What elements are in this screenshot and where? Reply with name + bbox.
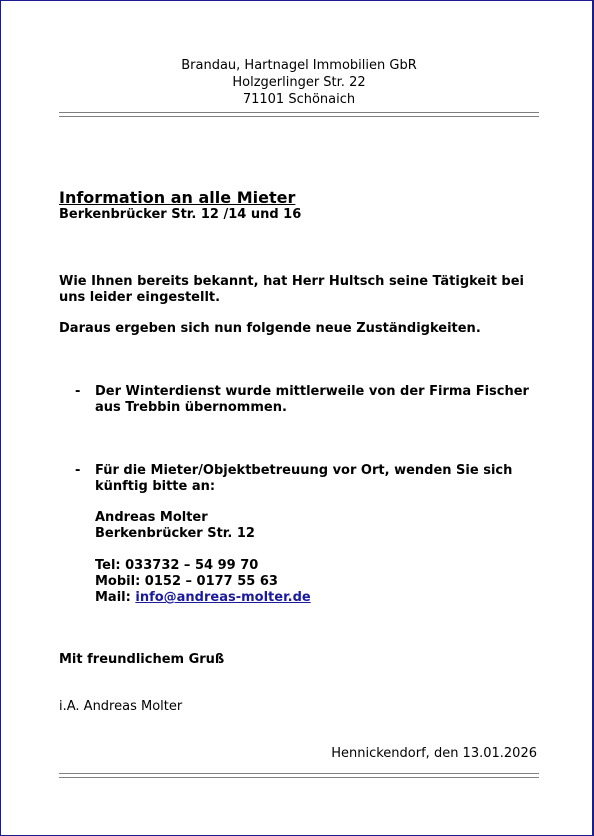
email-link[interactable]: info@andreas-molter.de [135,590,311,605]
contact-address [95,510,255,542]
bullet-item-objektbetreuung: Für die Mieter/Objektbetreuung vor Ort, wenden Sie sich künftig bitte an: [95,463,513,494]
signature: i.A. Andreas Molter [59,699,183,714]
bullet-marker: - [75,463,81,478]
body-paragraph-2: Daraus ergeben sich nun folgende neue Zuständigkeiten. [59,321,481,336]
contact-mail-line [95,590,311,606]
header-divider [59,112,539,117]
place-date: Hennickendorf, den 13.01.2026 [331,746,537,761]
contact-details [95,558,311,606]
letterhead [59,57,539,108]
contact-street: Berkenbrücker Str. 12 [95,526,255,541]
contact-name: Andreas Molter [95,510,208,525]
contact-mobil: Mobil: 0152 – 0177 55 63 [95,574,278,589]
company-city: 71101 Schönaich [242,92,356,107]
company-street: Holzgerlinger Str. 22 [232,75,366,90]
footer-divider [59,773,539,778]
bullet-item-winterdienst: Der Winterdienst wurde mittlerweile von der Firma Fischer aus Trebbin übernommen. [95,384,529,415]
letter-title: Information an alle Mieter [59,188,296,207]
closing-greeting: Mit freundlichem Gruß [59,652,225,667]
body-paragraph-1: Wie Ihnen bereits bekannt, hat Herr Hultsch seine Tätigkeit bei uns leider eingestellt. [59,274,525,305]
bullet-marker: - [75,384,81,399]
company-name: Brandau, Hartnagel Immobilien GbR [181,58,417,73]
contact-mail-label: Mail: [95,590,136,605]
letter-subject-address: Berkenbrücker Str. 12 /14 und 16 [59,207,302,222]
contact-tel: Tel: 033732 – 54 99 70 [95,558,259,573]
